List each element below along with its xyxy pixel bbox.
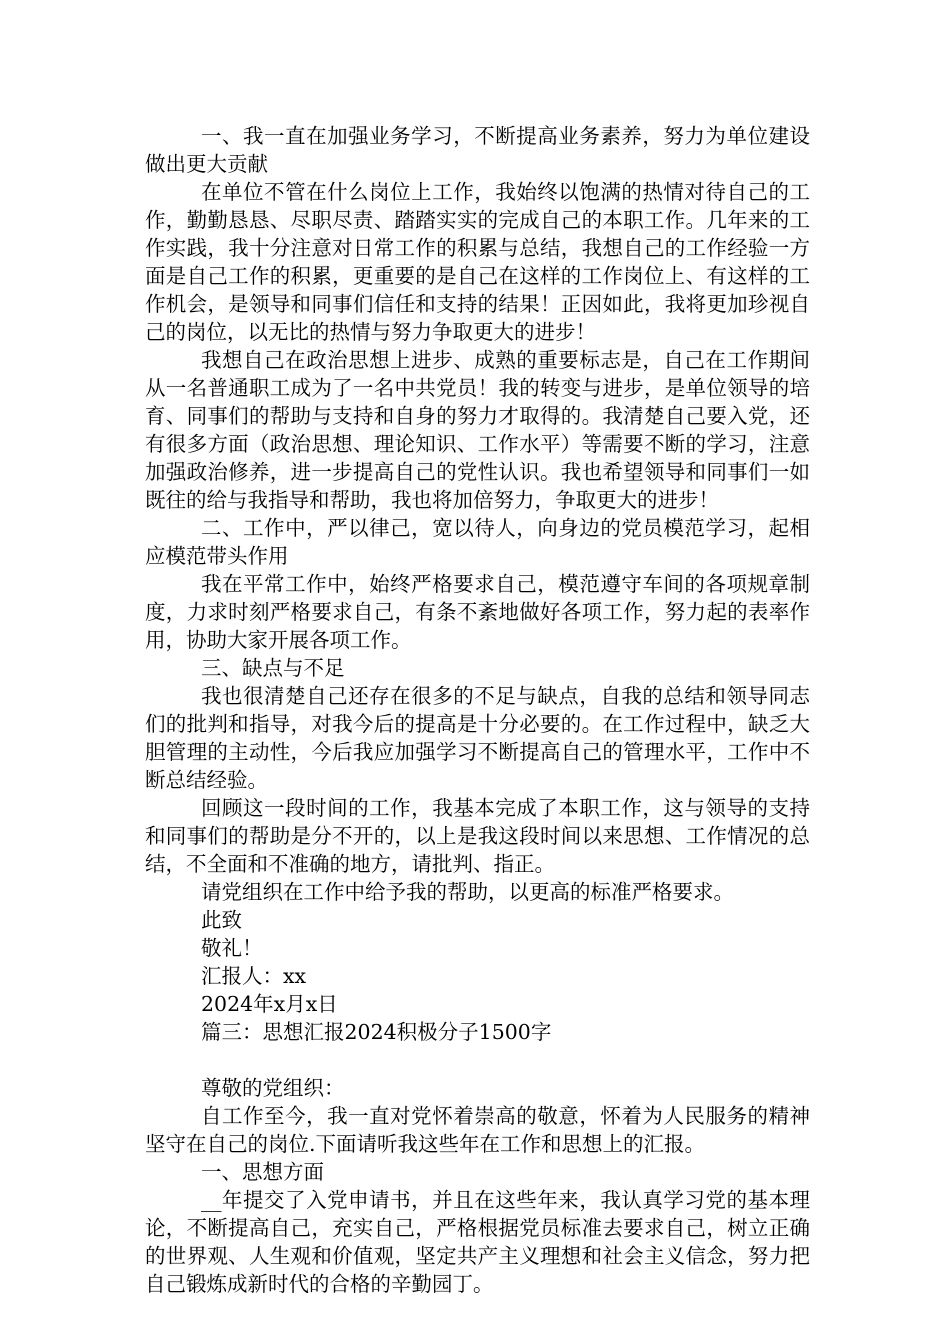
paragraph-daily-work: 我在平常工作中，始终严格要求自己，模范遵守车间的各项规章制度，力求时刻严格要求自己，有条不紊地做好各项工作，努力起的表率作用，协助大家开展各项工作。 <box>145 572 810 652</box>
paragraph-section-one-heading: 一、我一直在加强业务学习，不断提高业务素养，努力为单位建设做出更大贡献 <box>145 124 810 176</box>
closing-salutation: 此致 <box>201 908 242 932</box>
closing-regards: 敬礼！ <box>201 936 263 960</box>
greeting-line: 尊敬的党组织： <box>201 1076 345 1100</box>
paragraph-thought-heading: 一、思想方面 <box>201 1160 324 1184</box>
reporter-line: 汇报人：xx <box>201 964 307 988</box>
paragraph-work-attitude: 在单位不管在什么岗位上工作，我始终以饱满的热情对待自己的工作，勤勤恳恳、尽职尽责、踏踏实实的完成自己的本职工作。几年来的工作实践，我十分注意对日常工作的积累与总结，我想自己的工作经验一方面是自己工作的积累，更重要的是自己在这样的工作岗位上、有这样的工作机会，是领导和同事们信任和支持的结果！正因如此，我将更加珍视自己的岗位，以无比的热情与努力争取更大的进步！ <box>145 180 810 344</box>
paragraph-review: 回顾这一段时间的工作，我基本完成了本职工作，这与领导的支持和同事们的帮助是分不开的，以上是我这段时间以来思想、工作情况的总结，不全面和不准确的地方，请批判、指正。 <box>145 796 810 876</box>
paragraph-section-three-heading: 三、缺点与不足 <box>201 656 345 680</box>
paragraph-shortcomings: 我也很清楚自己还存在很多的不足与缺点，自我的总结和领导同志们的批判和指导，对我今后的提高是十分必要的。在工作过程中，缺乏大胆管理的主动性，今后我应加强学习不断提高自己的管理水平，工作中不断总结经验。 <box>145 684 810 792</box>
date-line: 2024年x月x日 <box>201 992 338 1016</box>
paragraph-political-progress: 我想自己在政治思想上进步、成熟的重要标志是，自己在工作期间从一名普通职工成为了一名中共党员！我的转变与进步，是单位领导的培育、同事们的帮助与支持和自身的努力才取得的。我清楚自己要入党，还有很多方面（政治思想、理论知识、工作水平）等需要不断的学习，注意加强政治修养，进一步提高自己的党性认识。我也希望领导和同事们一如既往的给与我指导和帮助，我也将加倍努力，争取更大的进步！ <box>145 348 810 512</box>
document-body <box>145 122 810 1298</box>
paragraph-section-two-heading: 二、工作中，严以律己，宽以待人，向身边的党员模范学习，起相应模范带头作用 <box>145 516 810 568</box>
paragraph-introduction: 自工作至今，我一直对党怀着崇高的敬意，怀着为人民服务的精神坚守在自己的岗位.下面请听我这些年在工作和思想上的汇报。 <box>145 1104 810 1156</box>
paragraph-party-application: __年提交了入党申请书，并且在这些年来，我认真学习党的基本理论，不断提高自己，充实自己，严格根据党员标准去要求自己，树立正确的世界观、人生观和价值观，坚定共产主义理想和社会主义信念，努力把自己锻炼成新时代的合格的辛勤园丁。 <box>145 1188 810 1296</box>
paragraph-request: 请党组织在工作中给予我的帮助，以更高的标准严格要求。 <box>201 880 734 904</box>
blank-line <box>145 1046 810 1074</box>
article-three-title: 篇三：思想汇报2024积极分子1500字 <box>201 1020 552 1044</box>
